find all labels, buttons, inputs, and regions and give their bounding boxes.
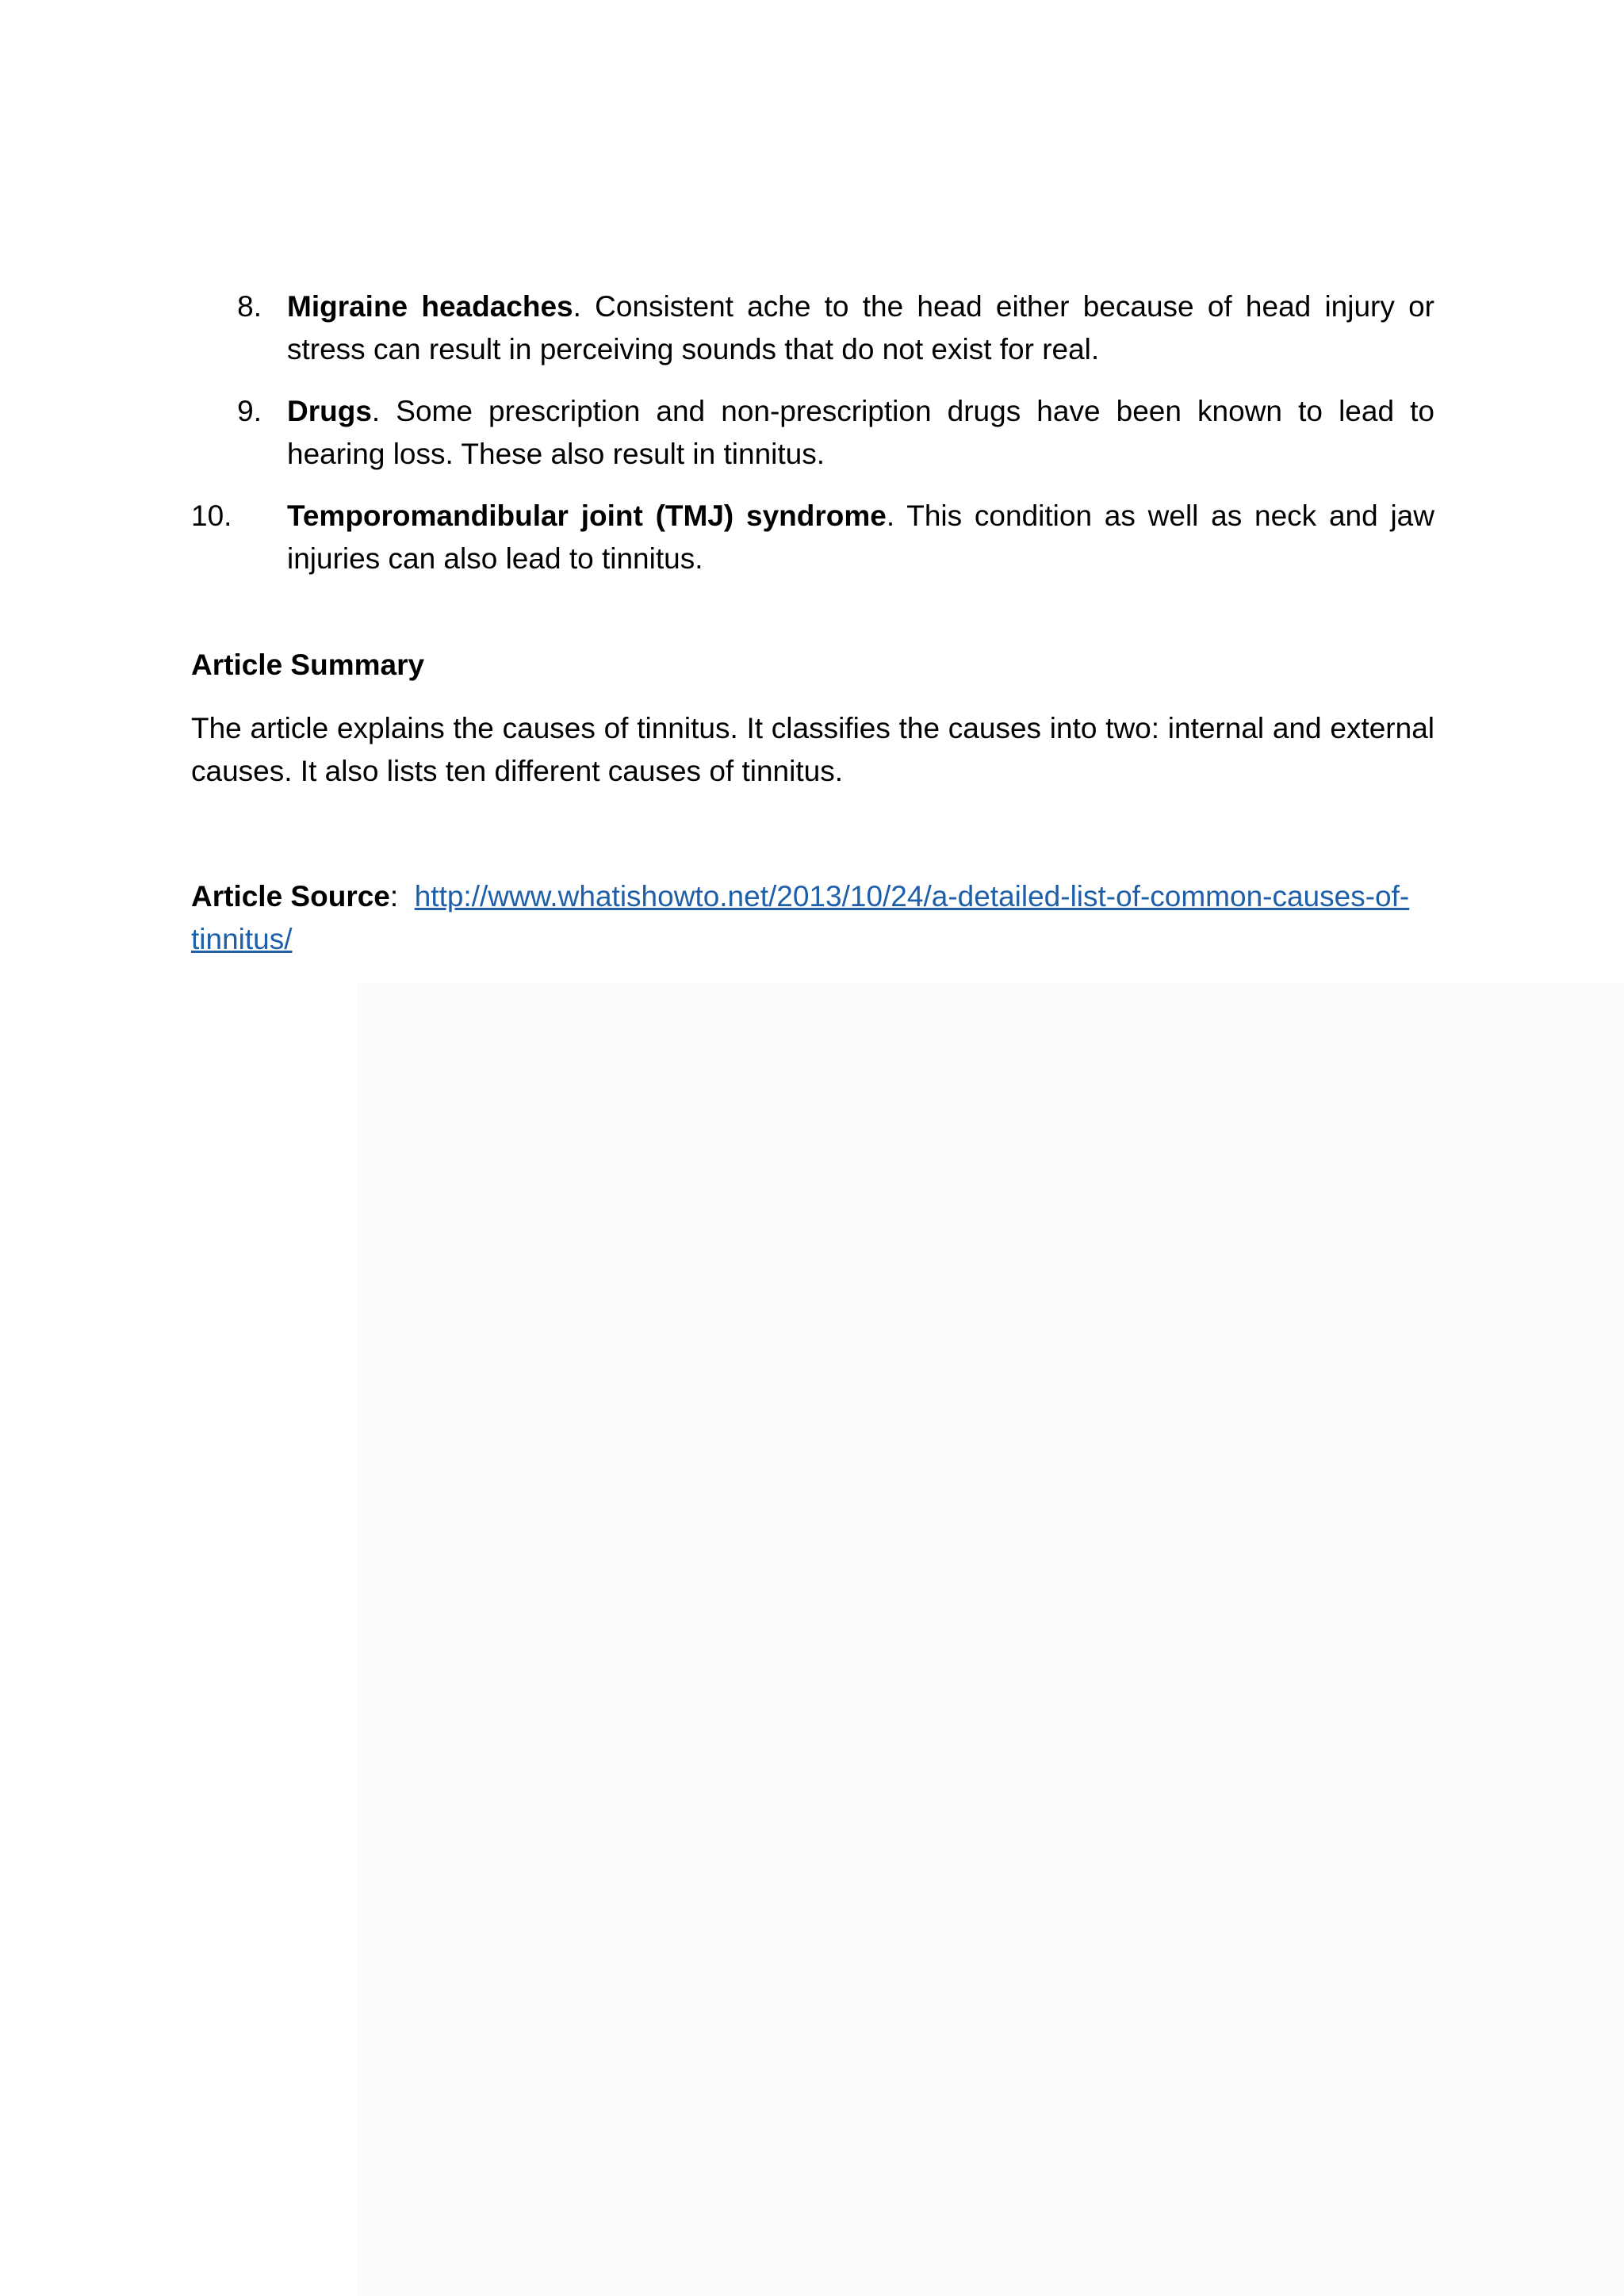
list-item-title: Drugs xyxy=(287,395,372,427)
causes-list xyxy=(191,285,1434,580)
list-item-description: . Consistent ache to the head either because of head injury or stress can result in perceiving sounds that do not exist for real. xyxy=(287,290,1434,365)
list-item-text xyxy=(287,390,1434,476)
list-item-migraine xyxy=(191,285,1434,371)
list-item-title: Migraine headaches xyxy=(287,290,573,323)
page-content xyxy=(191,285,1434,961)
list-item-title: Temporomandibular joint (TMJ) syndrome xyxy=(287,499,887,532)
list-item-tmj xyxy=(191,495,1434,580)
list-item-description: . This condition as well as neck and jaw injuries can also lead to tinnitus. xyxy=(287,499,1434,575)
source-separator: : xyxy=(389,880,399,913)
list-item-text xyxy=(287,495,1434,580)
list-item-description: . Some prescription and non-prescription drugs have been known to lead to hearing loss. These also result in tinnitus. xyxy=(287,395,1434,470)
summary-paragraph: The article explains the causes of tinnitus. It classifies the causes into two: internal and external causes. It also lists ten different causes of tinnitus. xyxy=(191,712,1434,787)
source-label: Article Source xyxy=(191,880,390,913)
article-source xyxy=(191,875,1412,961)
list-item-number: 8. xyxy=(237,290,262,323)
summary-heading: Article Summary xyxy=(191,649,425,681)
page-shading xyxy=(357,983,1624,2296)
source-link[interactable]: http://www.whatishowto.net/2013/10/24/a-detailed-list-of-common-causes-of-tinnitus/ xyxy=(191,880,1410,955)
list-item-number: 9. xyxy=(237,395,262,427)
list-item-number: 10. xyxy=(191,499,232,532)
list-item-drugs xyxy=(191,390,1434,476)
list-item-text xyxy=(287,285,1434,371)
